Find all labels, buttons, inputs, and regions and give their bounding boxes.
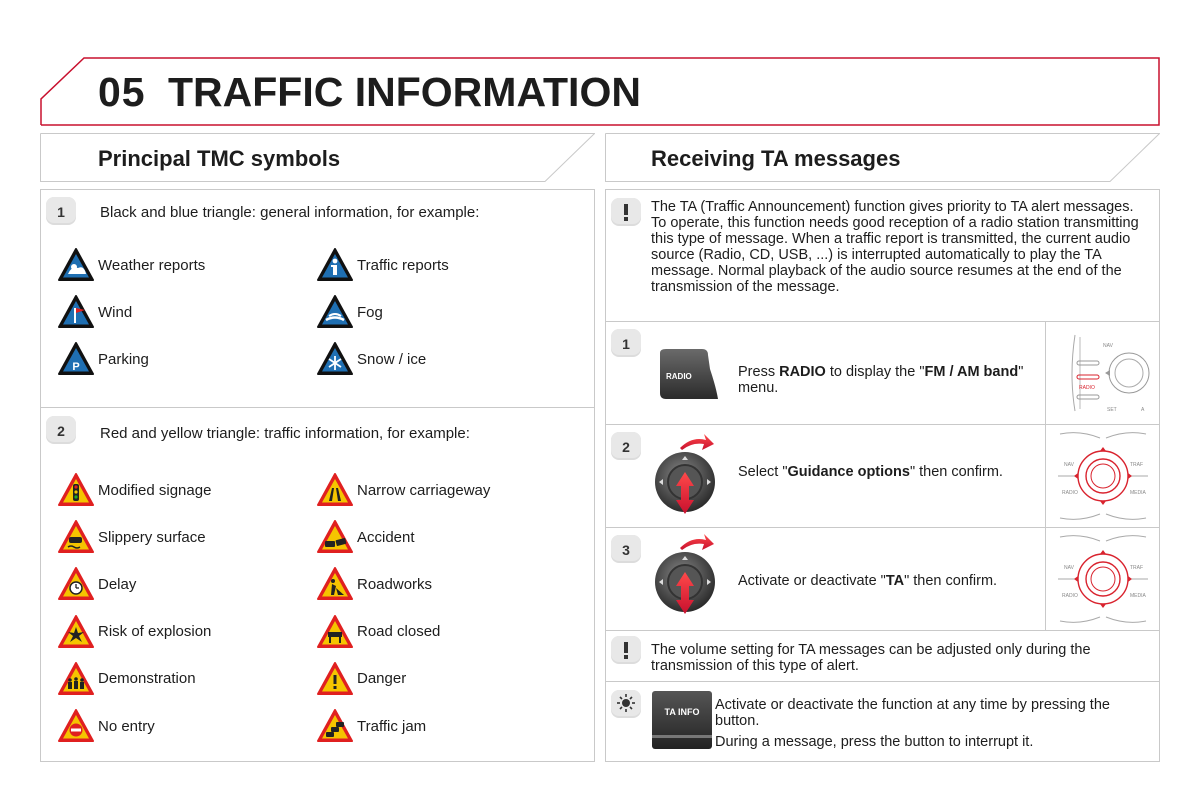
symbol-item <box>58 566 136 602</box>
fog-icon <box>317 294 353 330</box>
section-title: Receiving TA messages <box>651 146 901 171</box>
symbol-item <box>58 294 132 330</box>
section-title: Principal TMC symbols <box>98 146 341 171</box>
radio-panel-illustration <box>1055 325 1153 421</box>
svg-text:A: A <box>1141 407 1145 413</box>
volume-note: The volume setting for TA messages can be adjusted only during the transmission of this type of alert. <box>651 642 1091 674</box>
navigation-panel-illustration <box>1052 430 1154 522</box>
symbol-label: Modified signage <box>98 481 212 499</box>
section-header-right <box>605 133 1160 182</box>
symbol-item <box>317 247 449 283</box>
symbol-label: Risk of explosion <box>98 623 212 641</box>
svg-text:RADIO: RADIO <box>1079 385 1095 391</box>
slippery-icon <box>58 519 94 555</box>
svg-text:NAV: NAV <box>1064 565 1074 571</box>
step-badge: 3 <box>611 535 641 565</box>
page-header <box>40 57 1160 127</box>
roadworks-icon <box>317 566 353 602</box>
tip-text-1: Activate or deactivate the function at any time by pressing the button. <box>715 697 1110 729</box>
symbol-item <box>58 614 211 650</box>
symbol-label: Road closed <box>357 623 441 641</box>
step-badge: 2 <box>611 432 641 462</box>
symbol-item <box>58 247 205 283</box>
symbol-item <box>317 661 406 697</box>
svg-text:NAV: NAV <box>1103 343 1113 349</box>
symbol-label: Roadworks <box>357 575 433 593</box>
snow-icon <box>317 341 353 377</box>
svg-text:RADIO: RADIO <box>1062 593 1078 599</box>
section-intro: Black and blue triangle: general information, for example: <box>100 204 480 221</box>
svg-text:NAV: NAV <box>1064 462 1074 468</box>
no-entry-icon <box>58 708 94 744</box>
symbol-label: Traffic jam <box>357 717 427 735</box>
rotary-knob-icon <box>652 530 722 626</box>
symbol-label: Fog <box>357 303 383 321</box>
sun-icon <box>611 690 641 720</box>
separator <box>1045 527 1046 630</box>
radio-button-icon <box>658 349 720 401</box>
svg-text:TA INFO: TA INFO <box>664 707 700 717</box>
explosion-icon <box>58 614 94 650</box>
navigation-panel-illustration <box>1052 533 1154 625</box>
svg-text:P: P <box>72 361 80 373</box>
wind-icon <box>58 294 94 330</box>
symbol-item <box>58 341 149 377</box>
rotate-arrow-icon <box>680 534 714 550</box>
rotary-knob-icon <box>652 430 722 526</box>
symbol-item <box>317 341 426 377</box>
symbol-label: No entry <box>98 717 155 735</box>
road-closed-icon <box>317 614 353 650</box>
symbol-label: Parking <box>98 350 149 368</box>
divider <box>606 321 1159 322</box>
symbol-item <box>317 472 490 508</box>
symbol-label: Slippery surface <box>98 528 206 546</box>
separator <box>1045 424 1046 527</box>
symbol-label: Accident <box>357 528 415 546</box>
svg-text:MEDIA: MEDIA <box>1130 593 1146 599</box>
step-3-text: Activate or deactivate "TA" then confirm. <box>738 573 998 589</box>
page-title: TRAFFIC INFORMATION <box>168 69 641 115</box>
symbol-item <box>317 519 415 555</box>
exclamation-icon <box>624 642 628 653</box>
tmc-symbols-panel <box>40 189 595 762</box>
symbol-item <box>317 294 383 330</box>
separator <box>1045 321 1046 424</box>
symbol-label: Traffic reports <box>357 256 449 274</box>
symbol-label: Danger <box>357 670 407 688</box>
symbol-label: Wind <box>98 303 133 321</box>
chapter-number: 05 <box>98 69 146 115</box>
step-1-text: Press RADIO to display the "FM / AM band" menu. <box>738 364 1024 396</box>
parking-icon <box>58 341 94 377</box>
ta-messages-panel <box>605 189 1160 762</box>
symbol-label: Demonstration <box>98 670 196 688</box>
warning-badge <box>611 636 641 666</box>
traffic-light-icon <box>58 472 94 508</box>
svg-text:SET: SET <box>1107 407 1117 413</box>
symbol-item <box>58 661 196 697</box>
divider <box>41 407 594 408</box>
step-badge: 2 <box>46 416 76 446</box>
symbol-item <box>58 708 155 744</box>
demonstration-icon <box>58 661 94 697</box>
symbol-label: Snow / ice <box>357 350 427 368</box>
narrow-road-icon <box>317 472 353 508</box>
danger-icon <box>317 661 353 697</box>
symbol-label: Delay <box>98 575 137 593</box>
ta-info-button <box>652 691 712 751</box>
ta-description: The TA (Traffic Announcement) function gives priority to TA alert messages. To operate, this function needs good reception of a radio station transmitting this type of message. When a traffic report is transmitted, the current audio source (Radio, CD, USB, ...) is interrupted automatically to play the TA message. Normal playback of the audio source resumes at the end of the transmission of the message. <box>651 199 1139 295</box>
section-header-left <box>40 133 595 182</box>
divider <box>606 630 1159 631</box>
step-badge: 1 <box>46 197 76 227</box>
svg-text:RADIO: RADIO <box>1062 490 1078 496</box>
tip-text-2: During a message, press the button to interrupt it. <box>715 734 1034 750</box>
tip-badge <box>611 690 641 720</box>
clock-icon <box>58 566 94 602</box>
rotate-arrow-icon <box>680 434 714 450</box>
divider <box>606 424 1159 425</box>
svg-text:TRAF: TRAF <box>1130 565 1144 571</box>
svg-text:RADIO: RADIO <box>666 372 692 381</box>
step-badge: 1 <box>611 329 641 359</box>
symbol-item <box>317 614 440 650</box>
warning-badge <box>611 198 641 228</box>
weather-icon <box>58 247 94 283</box>
divider <box>606 527 1159 528</box>
traffic-jam-icon <box>317 708 353 744</box>
symbol-item <box>58 519 206 555</box>
symbol-item <box>58 472 211 508</box>
section-intro: Red and yellow triangle: traffic information, for example: <box>100 425 470 442</box>
exclamation-icon <box>624 204 628 215</box>
symbol-label: Weather reports <box>98 256 206 274</box>
svg-text:TRAF: TRAF <box>1130 462 1144 468</box>
accident-icon <box>317 519 353 555</box>
step-2-text: Select "Guidance options" then confirm. <box>738 464 1003 480</box>
symbol-item <box>317 566 432 602</box>
svg-text:MEDIA: MEDIA <box>1130 490 1146 496</box>
symbol-label: Narrow carriageway <box>357 481 491 499</box>
info-icon <box>317 247 353 283</box>
symbol-item <box>317 708 426 744</box>
divider <box>606 681 1159 682</box>
